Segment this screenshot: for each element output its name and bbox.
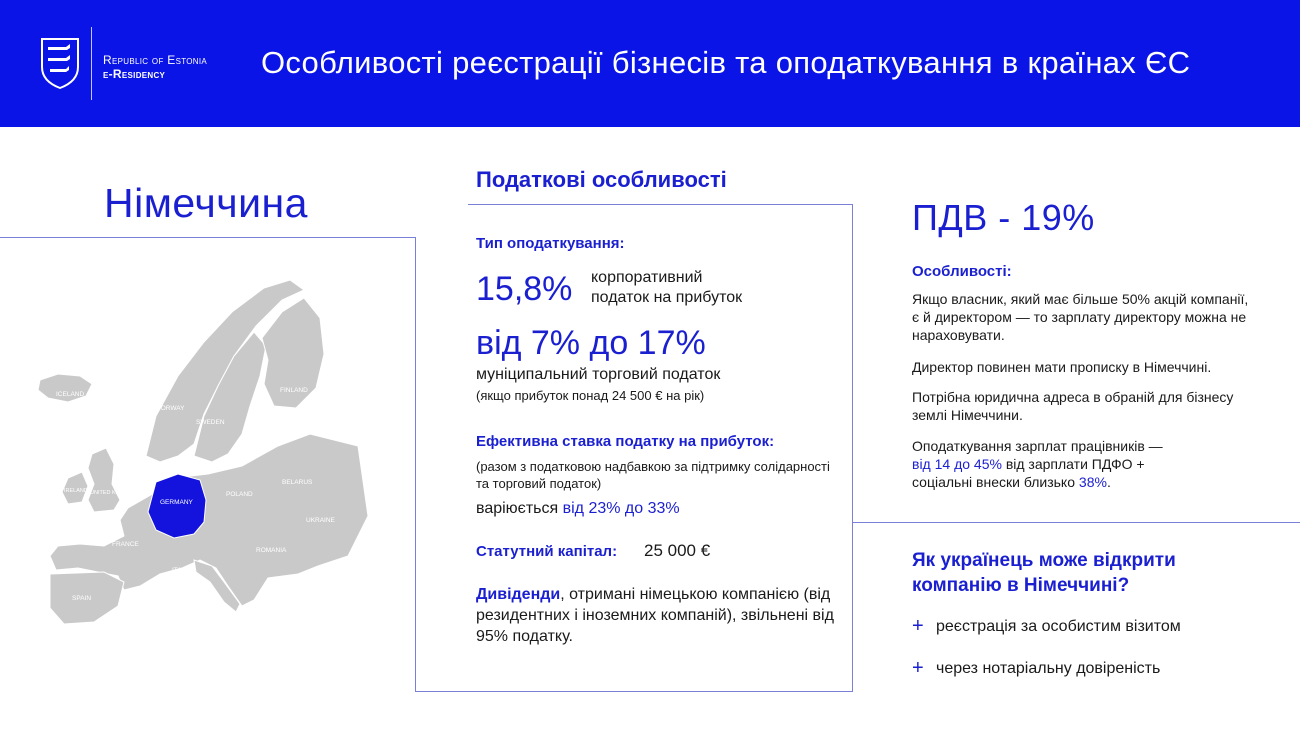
map-label-spain: SPAIN <box>72 595 92 602</box>
tax-frame-right <box>852 204 853 692</box>
uk-shape <box>88 448 120 512</box>
brand-wordmark <box>103 53 207 81</box>
map-frame-top <box>0 237 416 238</box>
effective-rate-note: (разом з податковою надбавкою за підтримку солідарності та торговий податок) <box>476 459 830 491</box>
right-divider <box>852 522 1300 523</box>
social-contrib-rate: 38% <box>1078 474 1107 490</box>
dividends-rest: , отримані німецькою компанією (від резидентних і іноземних компаній), звільнені від 95% податку. <box>476 586 834 645</box>
howto-title: Як українець може відкрити компанію в Німеччині? <box>912 550 1176 596</box>
howto-option-label: через нотаріальну довіреність <box>936 659 1161 677</box>
map-frame-right <box>415 237 416 692</box>
feature-paragraph-1: Якщо власник, який має більше 50% акцій компанії, є й директором — то зарплату директору можна не нараховувати. <box>912 291 1249 343</box>
map-label-finland: FINLAND <box>280 387 308 394</box>
corp-tax-desc <box>591 268 742 308</box>
map-label-uk: UNITED KINGDOM <box>90 490 139 496</box>
map-label-italy: ITALY <box>172 567 190 574</box>
tax-frame-bottom <box>415 691 853 692</box>
map-label-poland: POLAND <box>226 491 253 498</box>
estonia-coat-of-arms-icon <box>40 37 80 89</box>
dividends-bold: Дивіденди <box>476 586 561 603</box>
page-title: Особливості реєстрації бізнесів та оподаткування в країнах ЄС <box>261 45 1191 80</box>
effective-rate-value: від 23% до 33% <box>562 500 680 517</box>
features-label: Особливості: <box>912 263 1012 280</box>
social-contrib-end: . <box>1106 474 1111 490</box>
vat-title: ПДВ - 19% <box>912 197 1095 238</box>
trade-tax-range: від 7% до 17% <box>476 324 706 362</box>
salary-tax-range: від 14 до 45% <box>912 456 1002 472</box>
europe-map <box>28 256 388 636</box>
logo-divider <box>91 27 92 100</box>
map-label-belarus: BELARUS <box>282 479 313 486</box>
effective-rate-range <box>476 500 680 518</box>
map-label-germany: GERMANY <box>160 499 193 506</box>
feature-paragraph-4 <box>912 437 1257 491</box>
map-label-iceland: ICELAND <box>56 391 85 398</box>
howto-option-label: реєстрація за особистим візитом <box>936 617 1181 635</box>
effective-rate-label: Ефективна ставка податку на прибуток: <box>476 433 775 450</box>
country-name: Німеччина <box>104 180 308 226</box>
tax-type-label: Тип оподаткування: <box>476 235 625 252</box>
feature-paragraph-2: Директор повинен мати прописку в Німеччині. <box>912 359 1212 375</box>
map-label-ukraine: UKRAINE <box>306 517 335 524</box>
map-label-norway: NORWAY <box>156 405 185 412</box>
capital-label: Статутний капітал: <box>476 543 618 560</box>
germany-shape <box>148 474 206 538</box>
capital-value: 25 000 € <box>644 541 711 560</box>
map-label-ireland: IRELAND <box>64 488 88 494</box>
brand-line-1: Republic of Estonia <box>103 53 208 67</box>
effective-rate-prefix: варіюється <box>476 500 563 517</box>
plus-icon: + <box>912 657 924 679</box>
salary-tax-pdfo: від зарплати ПДФО + <box>1001 456 1145 472</box>
plus-icon: + <box>912 615 924 637</box>
brand-line-2: e-Residency <box>103 67 166 81</box>
header-banner <box>0 0 1300 127</box>
trade-tax-desc: муніципальний торговий податок <box>476 366 721 383</box>
dividends-text <box>476 584 836 647</box>
corp-tax-desc-line2: податок на прибуток <box>591 289 743 306</box>
howto-option-1 <box>912 615 1181 638</box>
tax-section-title: Податкові особливості <box>476 167 727 192</box>
map-label-france: FRANCE <box>112 541 139 548</box>
feature-paragraph-3: Потрібна юридична адреса в обраній для бізнесу землі Німеччини. <box>912 389 1234 423</box>
trade-tax-note: (якщо прибуток понад 24 500 € на рік) <box>476 388 705 403</box>
social-contrib-text: соціальні внески близько <box>912 474 1079 490</box>
corp-tax-desc-line1: корпоративний <box>591 269 703 286</box>
map-label-sweden: SWEDEN <box>196 419 225 426</box>
salary-tax-intro: Оподаткування зарплат працівників — <box>912 438 1163 454</box>
tax-frame-top <box>468 204 853 205</box>
map-label-romania: ROMANIA <box>256 547 287 554</box>
howto-option-2 <box>912 657 1160 680</box>
corp-tax-rate: 15,8% <box>476 270 573 308</box>
